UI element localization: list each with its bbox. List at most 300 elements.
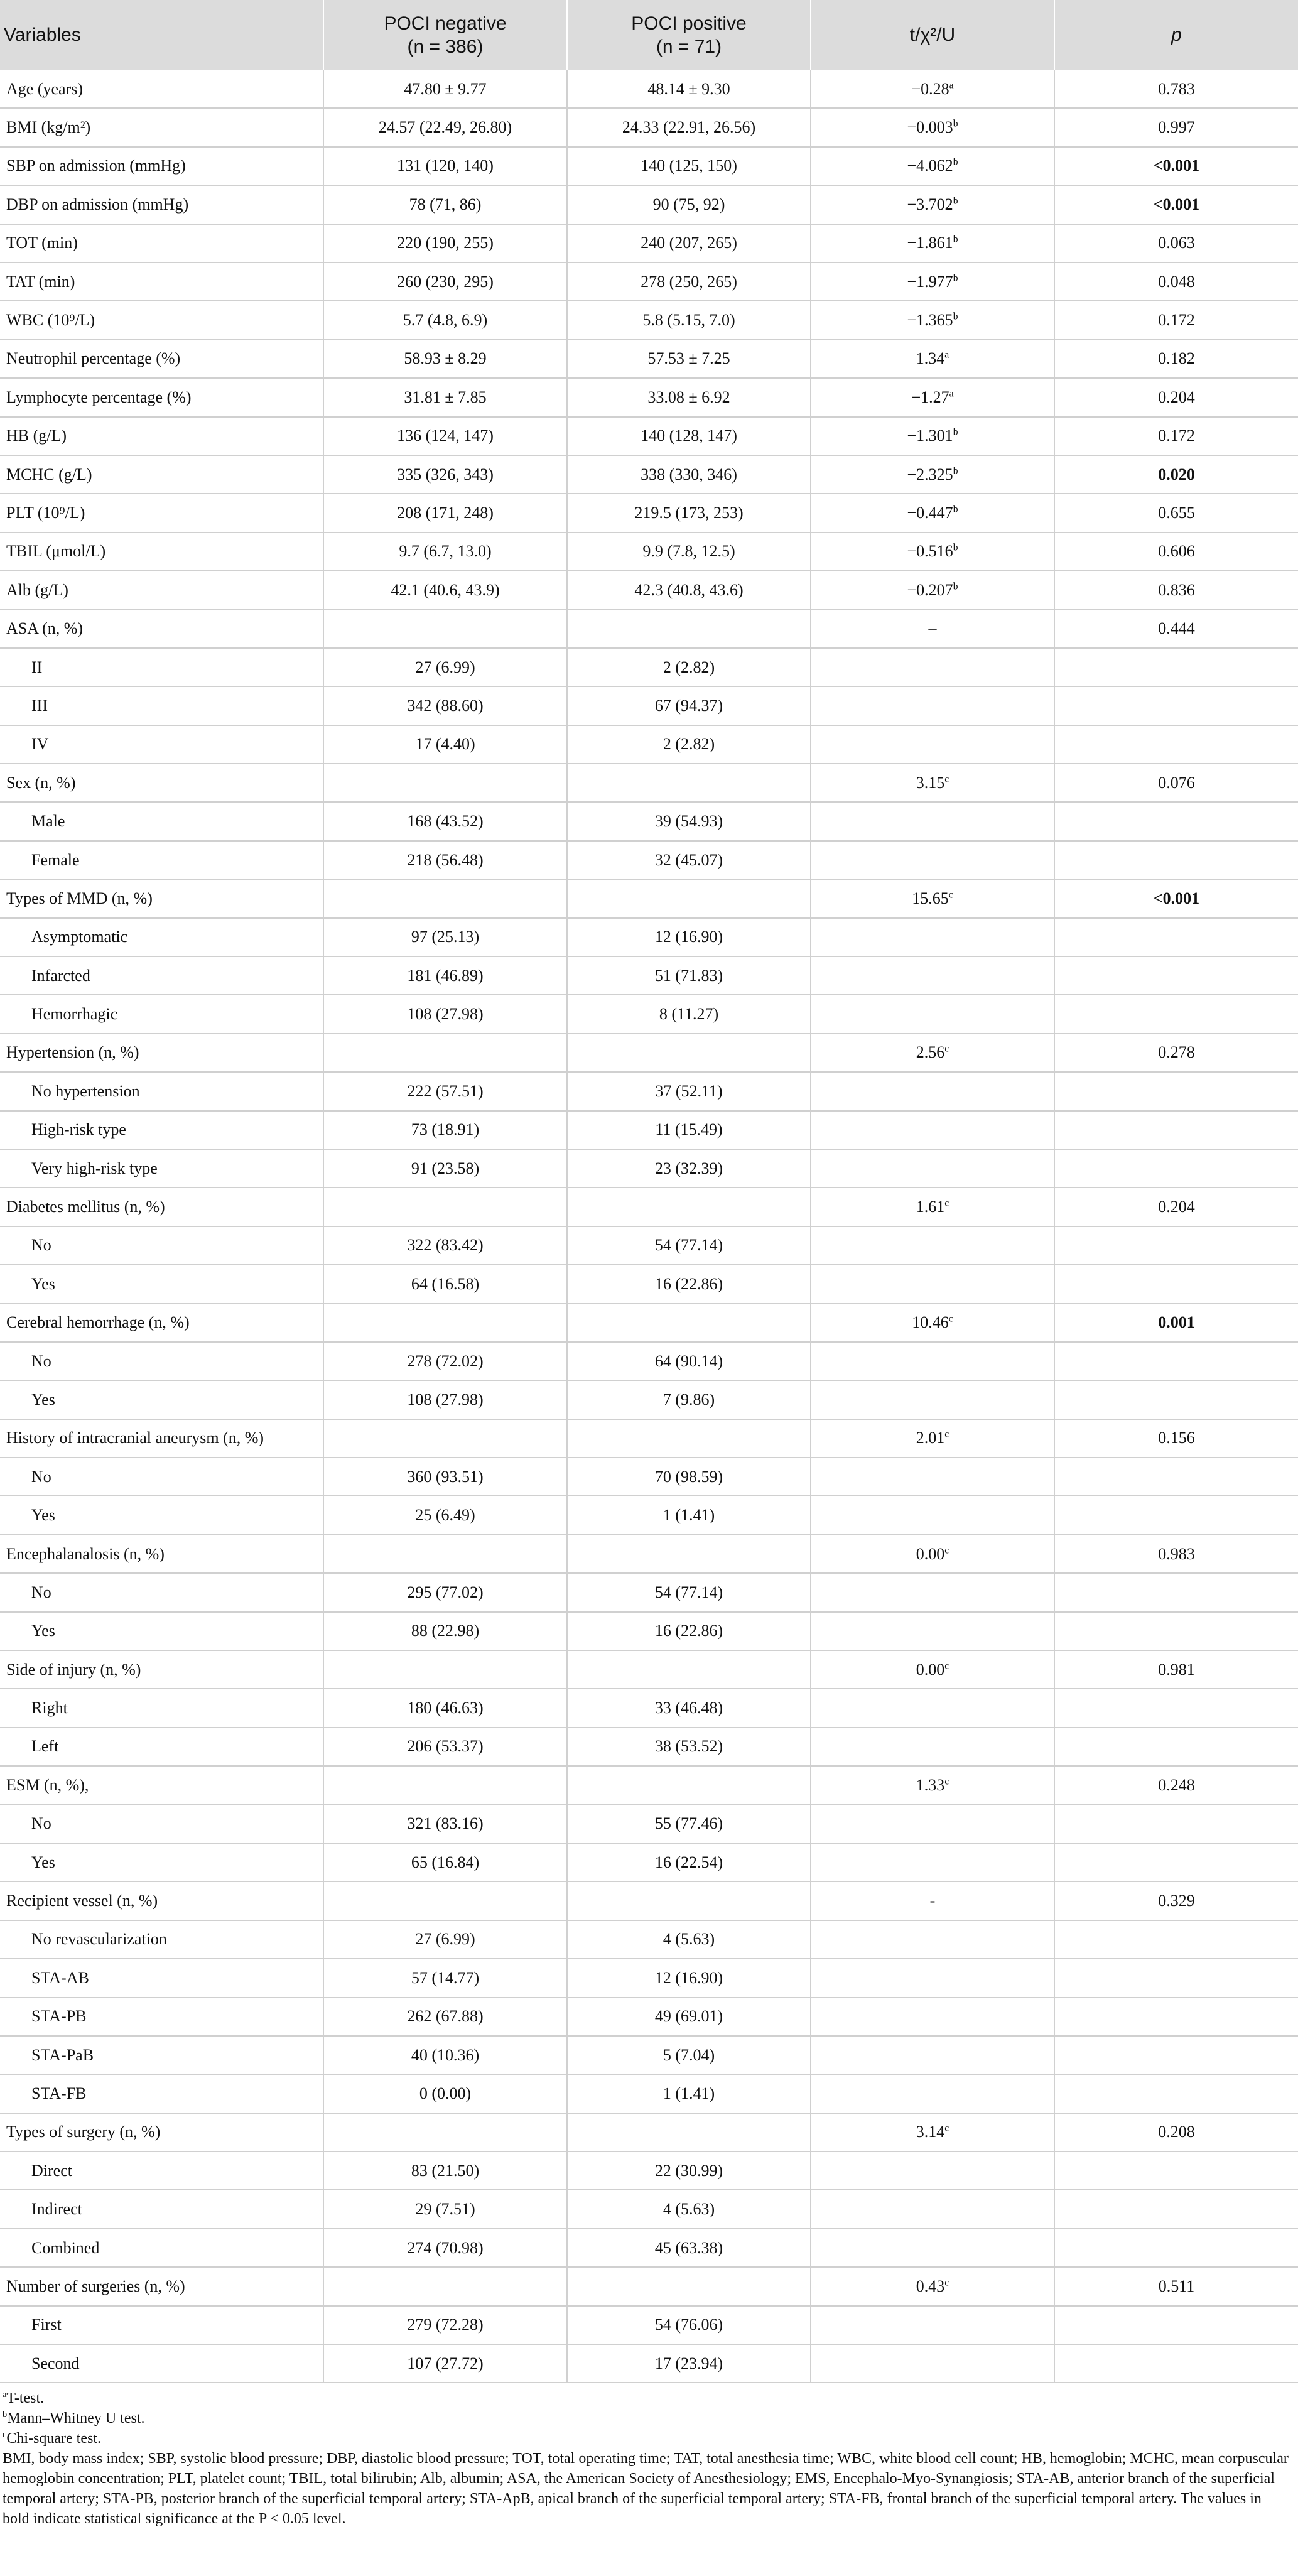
cell-p-value bbox=[1054, 1805, 1298, 1843]
cell-poci-positive: 12 (16.90) bbox=[567, 1959, 811, 1997]
cell-variable: Direct bbox=[0, 2151, 323, 2190]
cell-p-value: 0.020 bbox=[1054, 455, 1298, 494]
cell-poci-negative: 24.57 (22.49, 26.80) bbox=[323, 108, 567, 146]
table-subrow bbox=[0, 802, 1298, 840]
cell-p-value bbox=[1054, 1342, 1298, 1380]
cell-variable: TAT (min) bbox=[0, 262, 323, 301]
cell-poci-positive: 338 (330, 346) bbox=[567, 455, 811, 494]
cell-statistic bbox=[811, 185, 1054, 224]
header-poci-negative-n: (n = 386) bbox=[407, 36, 484, 57]
cell-poci-negative bbox=[323, 609, 567, 647]
cell-p-value: 0.444 bbox=[1054, 609, 1298, 647]
cell-statistic-test-mark: c bbox=[944, 1660, 949, 1672]
cell-p-value: 0.836 bbox=[1054, 571, 1298, 609]
cell-p-value bbox=[1054, 1226, 1298, 1265]
footnote-b-text: Mann–Whitney U test. bbox=[7, 2410, 145, 2427]
table-subrow bbox=[0, 841, 1298, 879]
cell-statistic-test-mark: c bbox=[944, 2277, 949, 2288]
cell-statistic bbox=[811, 70, 1054, 108]
cell-statistic-value: −0.447 bbox=[907, 503, 953, 522]
cell-poci-positive: 140 (128, 147) bbox=[567, 417, 811, 455]
table-subrow bbox=[0, 1805, 1298, 1843]
cell-statistic bbox=[811, 2306, 1054, 2344]
cell-statistic bbox=[811, 262, 1054, 301]
cell-statistic-value: −0.516 bbox=[907, 542, 953, 561]
table-subrow bbox=[0, 2344, 1298, 2383]
cell-p-value bbox=[1054, 918, 1298, 956]
cell-statistic-test-mark: c bbox=[948, 1313, 953, 1324]
cell-statistic bbox=[811, 725, 1054, 764]
cell-statistic-test-mark: b bbox=[953, 504, 958, 515]
table-row bbox=[0, 1419, 1298, 1458]
cell-variable: Cerebral hemorrhage (n, %) bbox=[0, 1304, 323, 1342]
cell-variable: Left bbox=[0, 1728, 323, 1766]
cell-statistic bbox=[811, 1535, 1054, 1573]
cell-variable: Combined bbox=[0, 2229, 323, 2267]
cell-poci-negative: 83 (21.50) bbox=[323, 2151, 567, 2190]
table-row bbox=[0, 378, 1298, 416]
cell-statistic bbox=[811, 1496, 1054, 1534]
cell-poci-negative: 107 (27.72) bbox=[323, 2344, 567, 2383]
cell-poci-positive bbox=[567, 609, 811, 647]
cell-statistic-value: −3.702 bbox=[907, 195, 953, 214]
table-subrow bbox=[0, 2190, 1298, 2228]
cell-statistic bbox=[811, 2151, 1054, 2190]
cell-poci-positive: 49 (69.01) bbox=[567, 1998, 811, 2036]
cell-statistic-value: 2.01 bbox=[916, 1429, 945, 1448]
table-row bbox=[0, 340, 1298, 378]
table-row bbox=[0, 609, 1298, 647]
table-subrow bbox=[0, 1496, 1298, 1534]
cell-poci-negative: 274 (70.98) bbox=[323, 2229, 567, 2267]
cell-statistic-value: −2.325 bbox=[907, 465, 953, 484]
cell-poci-positive: 39 (54.93) bbox=[567, 802, 811, 840]
header-statistic bbox=[811, 0, 1054, 70]
cell-variable: ASA (n, %) bbox=[0, 609, 323, 647]
cell-statistic-value: −0.003 bbox=[907, 118, 953, 137]
cell-poci-negative: 25 (6.49) bbox=[323, 1496, 567, 1534]
cell-statistic bbox=[811, 1959, 1054, 1997]
cell-statistic-value: 0.00 bbox=[916, 1660, 945, 1679]
cell-poci-negative: 136 (124, 147) bbox=[323, 417, 567, 455]
table-row bbox=[0, 2267, 1298, 2305]
cell-p-value bbox=[1054, 956, 1298, 995]
cell-poci-positive: 16 (22.86) bbox=[567, 1265, 811, 1303]
cell-p-value: 0.655 bbox=[1054, 494, 1298, 532]
cell-poci-negative: 5.7 (4.8, 6.9) bbox=[323, 301, 567, 339]
cell-poci-negative: 91 (23.58) bbox=[323, 1149, 567, 1188]
cell-statistic bbox=[811, 1843, 1054, 1881]
cell-poci-positive: 17 (23.94) bbox=[567, 2344, 811, 2383]
cell-poci-positive: 2 (2.82) bbox=[567, 725, 811, 764]
cell-poci-negative: 342 (88.60) bbox=[323, 686, 567, 725]
table-row bbox=[0, 1535, 1298, 1573]
cell-p-value: <0.001 bbox=[1054, 147, 1298, 185]
table-subrow bbox=[0, 2151, 1298, 2190]
cell-variable: III bbox=[0, 686, 323, 725]
cell-p-value bbox=[1054, 2229, 1298, 2267]
cell-p-value bbox=[1054, 1265, 1298, 1303]
cell-variable: TOT (min) bbox=[0, 224, 323, 262]
cell-poci-negative bbox=[323, 1650, 567, 1689]
footnote-b-mark: b bbox=[3, 2410, 8, 2420]
cell-statistic bbox=[811, 1728, 1054, 1766]
cell-variable: Hemorrhagic bbox=[0, 995, 323, 1033]
cell-p-value bbox=[1054, 2190, 1298, 2228]
cell-poci-negative: 181 (46.89) bbox=[323, 956, 567, 995]
cell-poci-negative: 40 (10.36) bbox=[323, 2036, 567, 2074]
cell-statistic bbox=[811, 494, 1054, 532]
cell-p-value: 0.248 bbox=[1054, 1766, 1298, 1804]
cell-statistic bbox=[811, 340, 1054, 378]
cell-statistic-test-mark: b bbox=[953, 465, 958, 476]
cell-statistic-value: 0.43 bbox=[916, 2276, 945, 2295]
cell-statistic-value: −1.861 bbox=[907, 234, 953, 252]
cell-poci-positive: 67 (94.37) bbox=[567, 686, 811, 725]
cell-poci-negative: 220 (190, 255) bbox=[323, 224, 567, 262]
cell-variable: Types of surgery (n, %) bbox=[0, 2113, 323, 2151]
cell-poci-positive: 33 (46.48) bbox=[567, 1689, 811, 1727]
cell-poci-positive bbox=[567, 1304, 811, 1342]
cell-statistic bbox=[811, 1380, 1054, 1419]
table-row bbox=[0, 494, 1298, 532]
cell-poci-positive bbox=[567, 2267, 811, 2305]
cell-poci-positive: 54 (77.14) bbox=[567, 1573, 811, 1611]
cell-statistic-value: −0.28 bbox=[911, 79, 949, 98]
cell-poci-positive: 57.53 ± 7.25 bbox=[567, 340, 811, 378]
cell-poci-negative bbox=[323, 1419, 567, 1458]
table-subrow bbox=[0, 725, 1298, 764]
footnote-abbreviations: BMI, body mass index; SBP, systolic blood pressure; DBP, diastolic blood pressure; TOT, total operating time; TAT, total anesthesia time; WBC, white blood cell count; HB, hemoglobin; MCHC, mean corpuscular hemoglobin concentration; PLT, platelet count; TBIL, total bilirubin; Alb, albumin; ASA, the American Society of Anesthesiology; EMS, Encephalo-Myo-Synangiosis; STA-AB, anterior branch of the superficial temporal artery; STA-PB, posterior branch of the superficial temporal artery; STA-ApB, apical branch of the superficial temporal artery; STA-FB, frontal branch of the superficial temporal artery. The values in bold indicate statistical significance at the P < 0.05 level. bbox=[3, 2450, 1289, 2528]
cell-statistic bbox=[811, 2229, 1054, 2267]
cell-variable: IV bbox=[0, 725, 323, 764]
cell-statistic bbox=[811, 648, 1054, 686]
cell-variable: No bbox=[0, 1342, 323, 1380]
cell-poci-negative bbox=[323, 1535, 567, 1573]
cell-poci-positive: 22 (30.99) bbox=[567, 2151, 811, 2190]
cell-poci-positive: 55 (77.46) bbox=[567, 1805, 811, 1843]
cell-statistic bbox=[811, 1111, 1054, 1149]
cell-poci-negative: 58.93 ± 8.29 bbox=[323, 340, 567, 378]
footnote-a bbox=[3, 2388, 1292, 2408]
cell-statistic bbox=[811, 224, 1054, 262]
cell-variable: Second bbox=[0, 2344, 323, 2383]
cell-statistic bbox=[811, 995, 1054, 1033]
cell-poci-negative bbox=[323, 1881, 567, 1920]
cell-variable: History of intracranial aneurysm (n, %) bbox=[0, 1419, 323, 1458]
table-subrow bbox=[0, 2074, 1298, 2113]
cell-poci-negative: 278 (72.02) bbox=[323, 1342, 567, 1380]
cell-statistic bbox=[811, 686, 1054, 725]
table-row bbox=[0, 571, 1298, 609]
cell-statistic bbox=[811, 956, 1054, 995]
cell-p-value bbox=[1054, 2074, 1298, 2113]
cell-variable: Lymphocyte percentage (%) bbox=[0, 378, 323, 416]
cell-poci-negative: 321 (83.16) bbox=[323, 1805, 567, 1843]
cell-variable: Yes bbox=[0, 1265, 323, 1303]
cell-poci-positive bbox=[567, 1650, 811, 1689]
cell-poci-positive: 8 (11.27) bbox=[567, 995, 811, 1033]
cell-statistic bbox=[811, 1805, 1054, 1843]
table-body bbox=[0, 70, 1298, 2383]
cell-statistic bbox=[811, 417, 1054, 455]
cell-statistic bbox=[811, 1226, 1054, 1265]
cell-variable: STA-PaB bbox=[0, 2036, 323, 2074]
cell-poci-negative: 0 (0.00) bbox=[323, 2074, 567, 2113]
cell-poci-positive bbox=[567, 1188, 811, 1226]
cell-poci-positive: 1 (1.41) bbox=[567, 2074, 811, 2113]
cell-statistic bbox=[811, 1920, 1054, 1959]
cell-variable: Yes bbox=[0, 1380, 323, 1419]
cell-poci-positive bbox=[567, 879, 811, 917]
cell-variable: No bbox=[0, 1226, 323, 1265]
table-row bbox=[0, 417, 1298, 455]
cell-poci-negative: 180 (46.63) bbox=[323, 1689, 567, 1727]
footnote-a-text: T-test. bbox=[6, 2390, 45, 2407]
cell-statistic-test-mark: b bbox=[953, 195, 958, 207]
cell-statistic bbox=[811, 2036, 1054, 2074]
cell-poci-negative: 131 (120, 140) bbox=[323, 147, 567, 185]
header-poci-negative bbox=[323, 0, 567, 70]
cell-variable: STA-PB bbox=[0, 1998, 323, 2036]
table-header bbox=[0, 0, 1298, 70]
cell-statistic-test-mark: b bbox=[953, 234, 958, 245]
cell-p-value: 0.156 bbox=[1054, 1419, 1298, 1458]
cell-poci-positive: 54 (76.06) bbox=[567, 2306, 811, 2344]
cell-poci-positive: 140 (125, 150) bbox=[567, 147, 811, 185]
cell-statistic-test-mark: a bbox=[944, 349, 949, 360]
footnote-a-mark: a bbox=[3, 2389, 7, 2400]
table-subrow bbox=[0, 1149, 1298, 1188]
cell-poci-positive: 48.14 ± 9.30 bbox=[567, 70, 811, 108]
cell-p-value: 0.511 bbox=[1054, 2267, 1298, 2305]
table-subrow bbox=[0, 1920, 1298, 1959]
cell-variable: Alb (g/L) bbox=[0, 571, 323, 609]
cell-poci-positive: 4 (5.63) bbox=[567, 1920, 811, 1959]
cell-p-value bbox=[1054, 725, 1298, 764]
cell-variable: Encephalanalosis (n, %) bbox=[0, 1535, 323, 1573]
cell-poci-positive: 23 (32.39) bbox=[567, 1149, 811, 1188]
cell-poci-negative: 295 (77.02) bbox=[323, 1573, 567, 1611]
cell-poci-positive: 4 (5.63) bbox=[567, 2190, 811, 2228]
cell-statistic-test-mark: b bbox=[953, 311, 958, 322]
table-row bbox=[0, 1650, 1298, 1689]
cell-p-value bbox=[1054, 841, 1298, 879]
cell-statistic-value: 3.14 bbox=[916, 2123, 945, 2141]
table-footnotes bbox=[0, 2388, 1298, 2529]
cell-statistic bbox=[811, 1188, 1054, 1226]
cell-variable: Number of surgeries (n, %) bbox=[0, 2267, 323, 2305]
table-subrow bbox=[0, 1959, 1298, 1997]
header-p-value bbox=[1054, 0, 1298, 70]
cell-poci-positive: 32 (45.07) bbox=[567, 841, 811, 879]
cell-variable: Yes bbox=[0, 1496, 323, 1534]
table-subrow bbox=[0, 1689, 1298, 1727]
cell-poci-positive: 24.33 (22.91, 26.56) bbox=[567, 108, 811, 146]
cell-poci-negative bbox=[323, 1766, 567, 1804]
footnote-c bbox=[3, 2428, 1292, 2449]
cell-poci-positive: 90 (75, 92) bbox=[567, 185, 811, 224]
cell-poci-positive: 240 (207, 265) bbox=[567, 224, 811, 262]
table-row bbox=[0, 533, 1298, 571]
header-p-value-label: p bbox=[1171, 24, 1182, 46]
cell-p-value: 0.783 bbox=[1054, 70, 1298, 108]
cell-poci-positive: 5 (7.04) bbox=[567, 2036, 811, 2074]
cell-poci-negative: 17 (4.40) bbox=[323, 725, 567, 764]
cell-poci-negative: 47.80 ± 9.77 bbox=[323, 70, 567, 108]
cell-poci-negative bbox=[323, 879, 567, 917]
cell-variable: First bbox=[0, 2306, 323, 2344]
cell-variable: WBC (10⁹/L) bbox=[0, 301, 323, 339]
table-subrow bbox=[0, 1728, 1298, 1766]
cell-poci-positive: 2 (2.82) bbox=[567, 648, 811, 686]
cell-statistic-test-mark: c bbox=[944, 1544, 949, 1556]
table-row bbox=[0, 301, 1298, 339]
cell-statistic bbox=[811, 455, 1054, 494]
cell-p-value: 0.172 bbox=[1054, 417, 1298, 455]
cell-poci-negative: 108 (27.98) bbox=[323, 995, 567, 1033]
cell-statistic bbox=[811, 1689, 1054, 1727]
cell-statistic-value: - bbox=[929, 1891, 936, 1910]
cell-poci-negative: 29 (7.51) bbox=[323, 2190, 567, 2228]
cell-variable: Female bbox=[0, 841, 323, 879]
cell-variable: TBIL (μmol/L) bbox=[0, 533, 323, 571]
cell-poci-positive: 278 (250, 265) bbox=[567, 262, 811, 301]
table-row bbox=[0, 1766, 1298, 1804]
table-row bbox=[0, 185, 1298, 224]
cell-statistic-test-mark: c bbox=[944, 2123, 949, 2134]
cell-poci-positive: 51 (71.83) bbox=[567, 956, 811, 995]
table-subrow bbox=[0, 2036, 1298, 2074]
table-subrow bbox=[0, 956, 1298, 995]
cell-statistic bbox=[811, 609, 1054, 647]
cell-statistic bbox=[811, 841, 1054, 879]
cell-variable: STA-FB bbox=[0, 2074, 323, 2113]
cell-variable: Recipient vessel (n, %) bbox=[0, 1881, 323, 1920]
cell-p-value bbox=[1054, 1612, 1298, 1650]
table-row bbox=[0, 1304, 1298, 1342]
cell-poci-negative bbox=[323, 2113, 567, 2151]
table-subrow bbox=[0, 1380, 1298, 1419]
cell-poci-positive: 7 (9.86) bbox=[567, 1380, 811, 1419]
cell-poci-negative: 260 (230, 295) bbox=[323, 262, 567, 301]
header-poci-positive-n: (n = 71) bbox=[656, 36, 722, 57]
cell-p-value bbox=[1054, 686, 1298, 725]
cell-p-value bbox=[1054, 1728, 1298, 1766]
cell-statistic bbox=[811, 533, 1054, 571]
table-row bbox=[0, 262, 1298, 301]
cell-p-value: <0.001 bbox=[1054, 879, 1298, 917]
cell-statistic-test-mark: c bbox=[944, 1429, 949, 1440]
cell-p-value bbox=[1054, 1111, 1298, 1149]
table-row bbox=[0, 764, 1298, 802]
cell-p-value: 0.001 bbox=[1054, 1304, 1298, 1342]
cell-poci-negative: 97 (25.13) bbox=[323, 918, 567, 956]
cell-p-value: 0.278 bbox=[1054, 1034, 1298, 1072]
cell-variable: Sex (n, %) bbox=[0, 764, 323, 802]
cell-variable: Right bbox=[0, 1689, 323, 1727]
cell-variable: DBP on admission (mmHg) bbox=[0, 185, 323, 224]
cell-poci-negative: 31.81 ± 7.85 bbox=[323, 378, 567, 416]
cell-statistic bbox=[811, 1149, 1054, 1188]
cell-poci-negative: 64 (16.58) bbox=[323, 1265, 567, 1303]
cell-p-value: 0.606 bbox=[1054, 533, 1298, 571]
cell-p-value: 0.063 bbox=[1054, 224, 1298, 262]
table-row bbox=[0, 1188, 1298, 1226]
cell-statistic bbox=[811, 918, 1054, 956]
cell-statistic-value: – bbox=[928, 619, 937, 638]
table-subrow bbox=[0, 1843, 1298, 1881]
cell-p-value bbox=[1054, 1689, 1298, 1727]
cell-p-value bbox=[1054, 2151, 1298, 2190]
cell-variable: PLT (10⁹/L) bbox=[0, 494, 323, 532]
header-row bbox=[0, 0, 1298, 70]
cell-poci-positive bbox=[567, 1881, 811, 1920]
cell-statistic bbox=[811, 879, 1054, 917]
cell-variable: Yes bbox=[0, 1843, 323, 1881]
cell-statistic bbox=[811, 1650, 1054, 1689]
cell-poci-negative: 27 (6.99) bbox=[323, 648, 567, 686]
table-subrow bbox=[0, 648, 1298, 686]
cell-statistic-test-mark: c bbox=[944, 774, 949, 785]
cell-poci-negative bbox=[323, 1304, 567, 1342]
cell-poci-negative bbox=[323, 2267, 567, 2305]
cell-statistic bbox=[811, 1881, 1054, 1920]
table-subrow bbox=[0, 995, 1298, 1033]
cell-statistic-value: 3.15 bbox=[916, 773, 945, 792]
cell-statistic bbox=[811, 147, 1054, 185]
header-variables bbox=[0, 0, 323, 70]
cell-statistic bbox=[811, 1265, 1054, 1303]
cell-poci-positive: 70 (98.59) bbox=[567, 1458, 811, 1496]
cell-poci-positive: 64 (90.14) bbox=[567, 1342, 811, 1380]
cell-poci-positive: 12 (16.90) bbox=[567, 918, 811, 956]
cell-variable: No bbox=[0, 1573, 323, 1611]
cell-statistic-test-mark: c bbox=[948, 889, 953, 901]
cell-poci-negative bbox=[323, 1034, 567, 1072]
cell-p-value: 0.076 bbox=[1054, 764, 1298, 802]
cell-variable: Types of MMD (n, %) bbox=[0, 879, 323, 917]
table-row bbox=[0, 108, 1298, 146]
cell-poci-positive bbox=[567, 1766, 811, 1804]
cell-poci-negative: 262 (67.88) bbox=[323, 1998, 567, 2036]
cell-poci-positive bbox=[567, 764, 811, 802]
cell-statistic bbox=[811, 2190, 1054, 2228]
table-subrow bbox=[0, 1226, 1298, 1265]
cell-statistic bbox=[811, 1766, 1054, 1804]
cell-p-value bbox=[1054, 802, 1298, 840]
cell-variable: HB (g/L) bbox=[0, 417, 323, 455]
cell-statistic-test-mark: c bbox=[944, 1198, 949, 1209]
cell-variable: Asymptomatic bbox=[0, 918, 323, 956]
cell-poci-positive: 9.9 (7.8, 12.5) bbox=[567, 533, 811, 571]
cell-statistic bbox=[811, 1573, 1054, 1611]
cell-poci-negative: 73 (18.91) bbox=[323, 1111, 567, 1149]
table-subrow bbox=[0, 1458, 1298, 1496]
table-row bbox=[0, 147, 1298, 185]
cell-poci-negative: 322 (83.42) bbox=[323, 1226, 567, 1265]
cell-poci-negative: 335 (326, 343) bbox=[323, 455, 567, 494]
cell-variable: MCHC (g/L) bbox=[0, 455, 323, 494]
table-subrow bbox=[0, 686, 1298, 725]
cell-p-value bbox=[1054, 1843, 1298, 1881]
cell-poci-positive bbox=[567, 1419, 811, 1458]
cell-poci-negative: 222 (57.51) bbox=[323, 1072, 567, 1110]
cell-poci-positive bbox=[567, 1535, 811, 1573]
cell-poci-negative: 360 (93.51) bbox=[323, 1458, 567, 1496]
footnote-c-text: Chi-square test. bbox=[6, 2430, 102, 2447]
cell-p-value bbox=[1054, 1959, 1298, 1997]
